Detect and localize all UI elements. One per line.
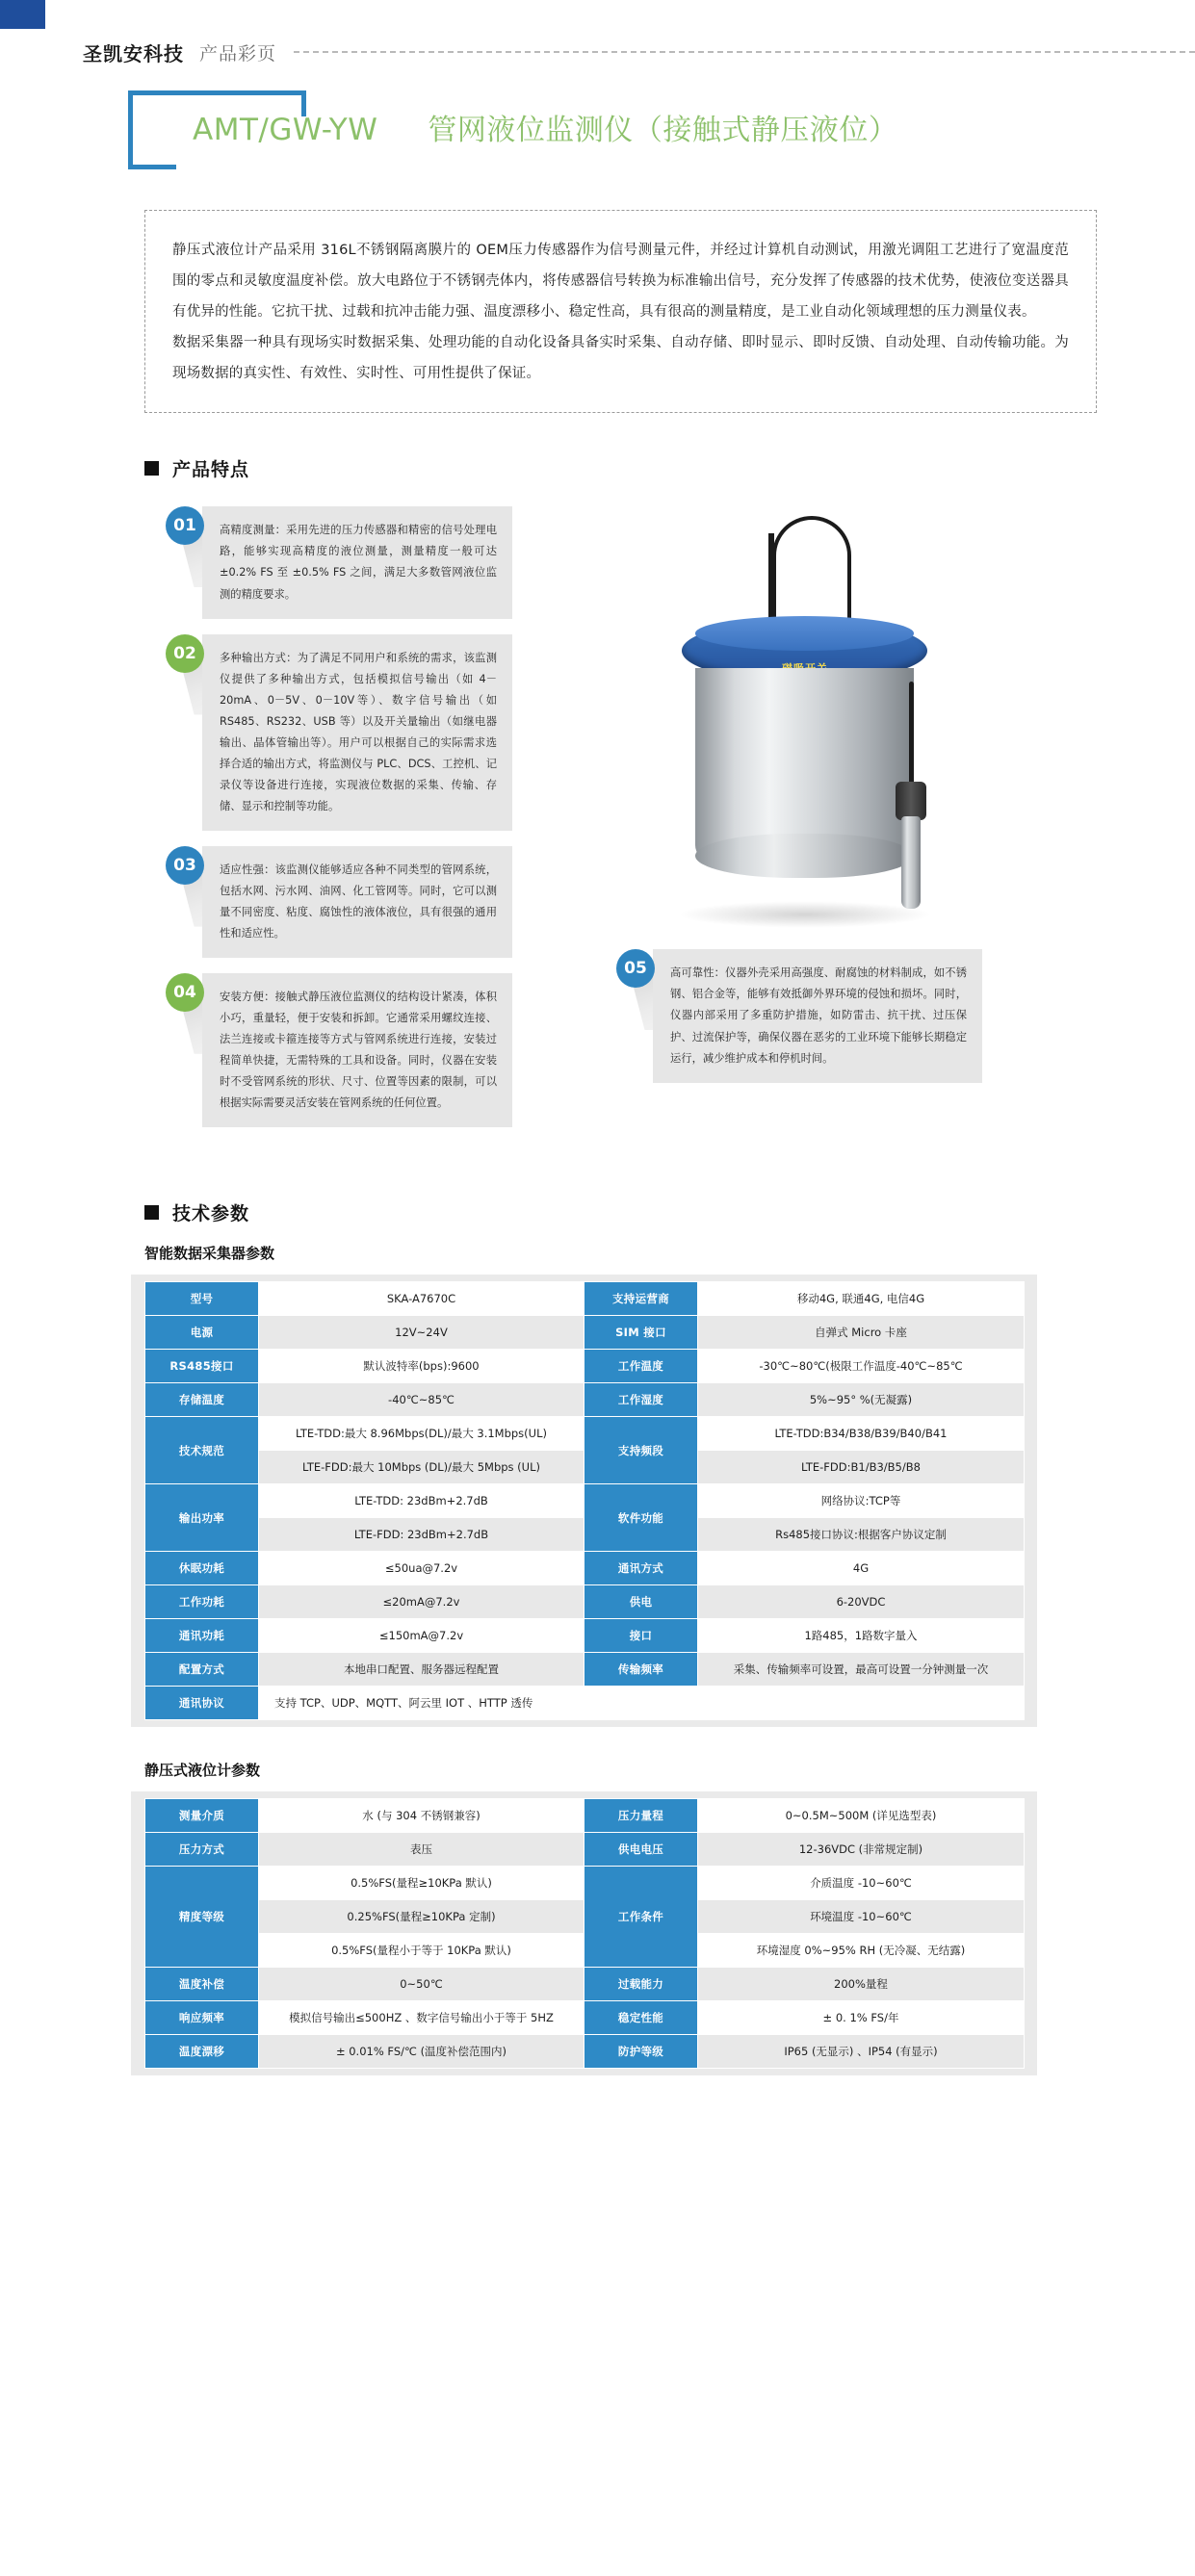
features-column-right bbox=[616, 949, 982, 1097]
cell-value: LTE-FDD: 23dBm+2.7dB bbox=[259, 1518, 585, 1552]
cell-value: 0.25%FS(量程≥10KPa 定制) bbox=[259, 1900, 585, 1934]
brand-name: 圣凯安科技 bbox=[83, 41, 184, 65]
cell-value: 0.5%FS(量程小于等于 10KPa 默认) bbox=[259, 1934, 585, 1968]
data-collector-spec-table bbox=[144, 1281, 1025, 1720]
feature-text: 适应性强：该监测仪能够适应各种不同类型的管网系统，包括水网、污水网、油网、化工管网等。同时，它可以测量不同密度、粘度、腐蚀性的液体液位，具有很强的通用性和适应性。 bbox=[202, 846, 512, 958]
brand-subtitle: 产品彩页 bbox=[199, 42, 277, 64]
cell-key: 通讯协议 bbox=[145, 1687, 259, 1720]
table1-caption: 智能数据采集器参数 bbox=[144, 1245, 275, 1263]
product-probe-cable bbox=[909, 682, 914, 789]
cell-key: 压力量程 bbox=[585, 1799, 698, 1833]
cell-value: 环境湿度 0%~95% RH (无冷凝、无结露) bbox=[698, 1934, 1025, 1968]
table1-wrapper bbox=[131, 1275, 1037, 1727]
cell-key: 压力方式 bbox=[145, 1833, 259, 1867]
table-row bbox=[145, 1417, 1025, 1451]
product-probe-connector bbox=[896, 782, 926, 820]
cell-value: 0~0.5M~500M (详见选型表) bbox=[698, 1799, 1025, 1833]
cell-value: 介质温度 -10~60℃ bbox=[698, 1867, 1025, 1900]
header-dashed-rule bbox=[294, 51, 1195, 53]
feature-number-badge: 04 bbox=[166, 973, 204, 1012]
cell-key: 通讯功耗 bbox=[145, 1619, 259, 1653]
level-gauge-spec-table bbox=[144, 1798, 1025, 2069]
feature-number-badge: 03 bbox=[166, 846, 204, 885]
cell-value: 12-36VDC (非常规定制) bbox=[698, 1833, 1025, 1867]
table-row bbox=[145, 1653, 1025, 1687]
cell-value: -30℃~80℃(极限工作温度-40℃~85℃ bbox=[698, 1350, 1025, 1383]
table-row bbox=[145, 1383, 1025, 1417]
cell-key: 技术规范 bbox=[145, 1417, 259, 1484]
table-row bbox=[145, 1585, 1025, 1619]
cell-value: ≤20mA@7.2v bbox=[259, 1585, 585, 1619]
features-area bbox=[0, 506, 1195, 1180]
cell-value: 4G bbox=[698, 1552, 1025, 1585]
table-row bbox=[145, 1687, 1025, 1720]
cell-key: 精度等级 bbox=[145, 1867, 259, 1968]
product-model-name: 管网液位监测仪（接触式静压液位） bbox=[428, 114, 898, 147]
feature-number-badge: 02 bbox=[166, 634, 204, 673]
cell-value: 0.5%FS(量程≥10KPa 默认) bbox=[259, 1867, 585, 1900]
cell-key: 通讯方式 bbox=[585, 1552, 698, 1585]
cell-value: 自弹式 Micro 卡座 bbox=[698, 1316, 1025, 1350]
cell-key: 型号 bbox=[145, 1282, 259, 1316]
cell-value: LTE-TDD:最大 8.96Mbps(DL)/最大 3.1Mbps(UL) bbox=[259, 1417, 585, 1451]
section-bullet-square-icon bbox=[144, 1205, 159, 1220]
product-housing bbox=[695, 668, 914, 861]
cell-key: 休眠功耗 bbox=[145, 1552, 259, 1585]
product-model-code: AMT/GW-YW bbox=[193, 113, 378, 147]
table-row bbox=[145, 1552, 1025, 1585]
table-row bbox=[145, 1350, 1025, 1383]
product-photo bbox=[624, 516, 1000, 949]
feature-item bbox=[166, 846, 512, 958]
cell-key: 软件功能 bbox=[585, 1484, 698, 1552]
table-row bbox=[145, 2035, 1025, 2069]
cell-value: -40℃~85℃ bbox=[259, 1383, 585, 1417]
table-row bbox=[145, 1619, 1025, 1653]
cell-value: 模拟信号输出≤500HZ 、数字信号输出小于等于 5HZ bbox=[259, 2001, 585, 2035]
table-row bbox=[145, 1316, 1025, 1350]
cell-value: SKA-A7670C bbox=[259, 1282, 585, 1316]
cell-key: 温度漂移 bbox=[145, 2035, 259, 2069]
cell-value: LTE-FDD:B1/B3/B5/B8 bbox=[698, 1451, 1025, 1484]
cell-value: 网络协议:TCP等 bbox=[698, 1484, 1025, 1518]
table-row bbox=[145, 1282, 1025, 1316]
product-housing-base bbox=[695, 834, 914, 878]
cell-value: Rs485接口协议:根据客户协议定制 bbox=[698, 1518, 1025, 1552]
cell-key: 电源 bbox=[145, 1316, 259, 1350]
feature-item bbox=[166, 506, 512, 618]
cell-value: ≤150mA@7.2v bbox=[259, 1619, 585, 1653]
table-row bbox=[145, 1484, 1025, 1518]
cell-key: 稳定性能 bbox=[585, 2001, 698, 2035]
cell-value: LTE-TDD:B34/B38/B39/B40/B41 bbox=[698, 1417, 1025, 1451]
cell-value: 环境温度 -10~60℃ bbox=[698, 1900, 1025, 1934]
feature-item bbox=[166, 973, 512, 1127]
cell-key: SIM 接口 bbox=[585, 1316, 698, 1350]
feature-text: 安装方便：接触式静压液位监测仪的结构设计紧凑，体积小巧，重量轻，便于安装和拆卸。它通常采用螺纹连接、法兰连接或卡箍连接等方式与管网系统进行连接，安装过程简单快捷，无需特殊的工具和设备。同时，仪器在安装时不受管网系统的形状、尺寸、位置等因素的限制，可以根据实际需要灵活安装在管网系统的任何位置。 bbox=[202, 973, 512, 1127]
table-row bbox=[145, 1867, 1025, 1900]
table-row bbox=[145, 1833, 1025, 1867]
feature-number-badge: 01 bbox=[166, 506, 204, 545]
cell-value: 6-20VDC bbox=[698, 1585, 1025, 1619]
cell-key: 接口 bbox=[585, 1619, 698, 1653]
cell-key: RS485接口 bbox=[145, 1350, 259, 1383]
table-row bbox=[145, 2001, 1025, 2035]
product-probe bbox=[901, 816, 921, 909]
cell-key: 工作功耗 bbox=[145, 1585, 259, 1619]
feature-text: 高可靠性：仪器外壳采用高强度、耐腐蚀的材料制成，如不锈钢、铝合金等，能够有效抵御外界环境的侵蚀和损坏。同时，仪器内部采用了多重防护措施，如防雷击、抗干扰、过压保护、过流保护等，确保仪器在恶劣的工业环境下能够长期稳定运行，减少维护成本和停机时间。 bbox=[653, 949, 982, 1082]
table-row bbox=[145, 1799, 1025, 1833]
feature-text: 多种输出方式：为了满足不同用户和系统的需求，该监测仪提供了多种输出方式，包括模拟信号输出（如 4－20mA、0－5V、0－10V等）、数字信号输出（如 RS485、RS232、USB 等）以及开关量输出（如继电器输出、晶体管输出等）。用户可以根据自己的实际需求选择合适的输出方式，将监测仪与 PLC、DCS、工控机、记录仪等设备进行连接，实现液位数据的采集、传输、存储、显示和控制等功能。 bbox=[202, 634, 512, 831]
cell-value: ± 0. 1% FS/年 bbox=[698, 2001, 1025, 2035]
features-column-left bbox=[166, 506, 512, 1142]
feature-text: 高精度测量：采用先进的压力传感器和精密的信号处理电路，能够实现高精度的液位测量，测量精度一般可达 ±0.2% FS 至 ±0.5% FS 之间，满足大多数管网液位监测的精度要求。 bbox=[202, 506, 512, 618]
cell-value: 1路485，1路数字量入 bbox=[698, 1619, 1025, 1653]
cell-value: 200%量程 bbox=[698, 1968, 1025, 2001]
page-header bbox=[0, 0, 1195, 75]
product-cable-strand bbox=[768, 533, 774, 626]
cell-value: ≤50ua@7.2v bbox=[259, 1552, 585, 1585]
cell-key: 支持运营商 bbox=[585, 1282, 698, 1316]
features-section-title: 产品特点 bbox=[172, 459, 250, 481]
feature-item bbox=[616, 949, 982, 1082]
title-bracket-bottom-stub bbox=[128, 165, 176, 169]
cell-value: 5%~95° %(无凝露) bbox=[698, 1383, 1025, 1417]
product-title-block bbox=[0, 90, 1195, 196]
cell-value: LTE-TDD: 23dBm+2.7dB bbox=[259, 1484, 585, 1518]
cell-key: 工作条件 bbox=[585, 1867, 698, 1968]
cell-key: 支持频段 bbox=[585, 1417, 698, 1484]
table2-caption: 静压式液位计参数 bbox=[144, 1762, 261, 1780]
cell-key: 测量介质 bbox=[145, 1799, 259, 1833]
table2-wrapper bbox=[131, 1791, 1037, 2075]
specs-section-title: 技术参数 bbox=[172, 1203, 250, 1225]
specs-section-heading bbox=[144, 1199, 1195, 1225]
cell-value: 0~50℃ bbox=[259, 1968, 585, 2001]
cell-key: 存储温度 bbox=[145, 1383, 259, 1417]
header-row bbox=[0, 29, 1195, 75]
cell-key: 供电电压 bbox=[585, 1833, 698, 1867]
header-accent-block bbox=[0, 0, 45, 29]
feature-item bbox=[166, 634, 512, 831]
cell-value: 采集、传输频率可设置，最高可设置一分钟测量一次 bbox=[698, 1653, 1025, 1687]
description-paragraph-2: 数据采集器一种具有现场实时数据采集、处理功能的自动化设备具备实时采集、自动存储、即时显示、即时反馈、自动处理、自动传输功能。为现场数据的真实性、有效性、实时性、可用性提供了保证。 bbox=[172, 334, 1069, 381]
feature-number-badge: 05 bbox=[616, 949, 655, 988]
cell-key: 供电 bbox=[585, 1585, 698, 1619]
cell-value: 默认波特率(bps):9600 bbox=[259, 1350, 585, 1383]
cell-value: ± 0.01% FS/℃ (温度补偿范围内) bbox=[259, 2035, 585, 2069]
table-row bbox=[145, 1968, 1025, 2001]
cell-value: IP65 (无显示) 、IP54 (有显示) bbox=[698, 2035, 1025, 2069]
cell-key: 工作湿度 bbox=[585, 1383, 698, 1417]
cell-value: 12V~24V bbox=[259, 1316, 585, 1350]
cell-key: 响应频率 bbox=[145, 2001, 259, 2035]
cell-key: 工作温度 bbox=[585, 1350, 698, 1383]
cell-value: 支持 TCP、UDP、MQTT、阿云里 IOT 、HTTP 透传 bbox=[259, 1687, 1025, 1720]
cell-value: LTE-FDD:最大 10Mbps (DL)/最大 5Mbps (UL) bbox=[259, 1451, 585, 1484]
section-bullet-square-icon bbox=[144, 461, 159, 476]
product-description-box bbox=[144, 210, 1097, 413]
cell-key: 温度补偿 bbox=[145, 1968, 259, 2001]
description-paragraph-1: 静压式液位计产品采用 316L不锈钢隔离膜片的 OEM压力传感器作为信号测量元件，并经过计算机自动测试，用激光调阻工艺进行了宽温度范围的零点和灵敏度温度补偿。放大电路位于不锈钢壳体内，将传感器信号转换为标准输出信号，充分发挥了传感器的技术优势，使液位变送器具有优异的性能。它抗干扰、过载和抗冲击能力强、温度漂移小、稳定性高，具有很高的测量精度，是工业自动化领域理想的压力测量仪表。 bbox=[172, 243, 1069, 320]
cell-key: 传输频率 bbox=[585, 1653, 698, 1687]
cell-key: 过载能力 bbox=[585, 1968, 698, 2001]
cell-value: 表压 bbox=[259, 1833, 585, 1867]
product-cable-loop bbox=[772, 516, 851, 624]
features-section-heading bbox=[144, 455, 1195, 481]
cell-key: 配置方式 bbox=[145, 1653, 259, 1687]
title-text-row bbox=[193, 106, 897, 148]
cell-value: 水 (与 304 不锈钢兼容) bbox=[259, 1799, 585, 1833]
cell-key: 输出功率 bbox=[145, 1484, 259, 1552]
cell-value: 移动4G, 联通4G, 电信4G bbox=[698, 1282, 1025, 1316]
cell-key: 防护等级 bbox=[585, 2035, 698, 2069]
product-shadow bbox=[678, 901, 932, 928]
cell-value: 本地串口配置、服务器远程配置 bbox=[259, 1653, 585, 1687]
